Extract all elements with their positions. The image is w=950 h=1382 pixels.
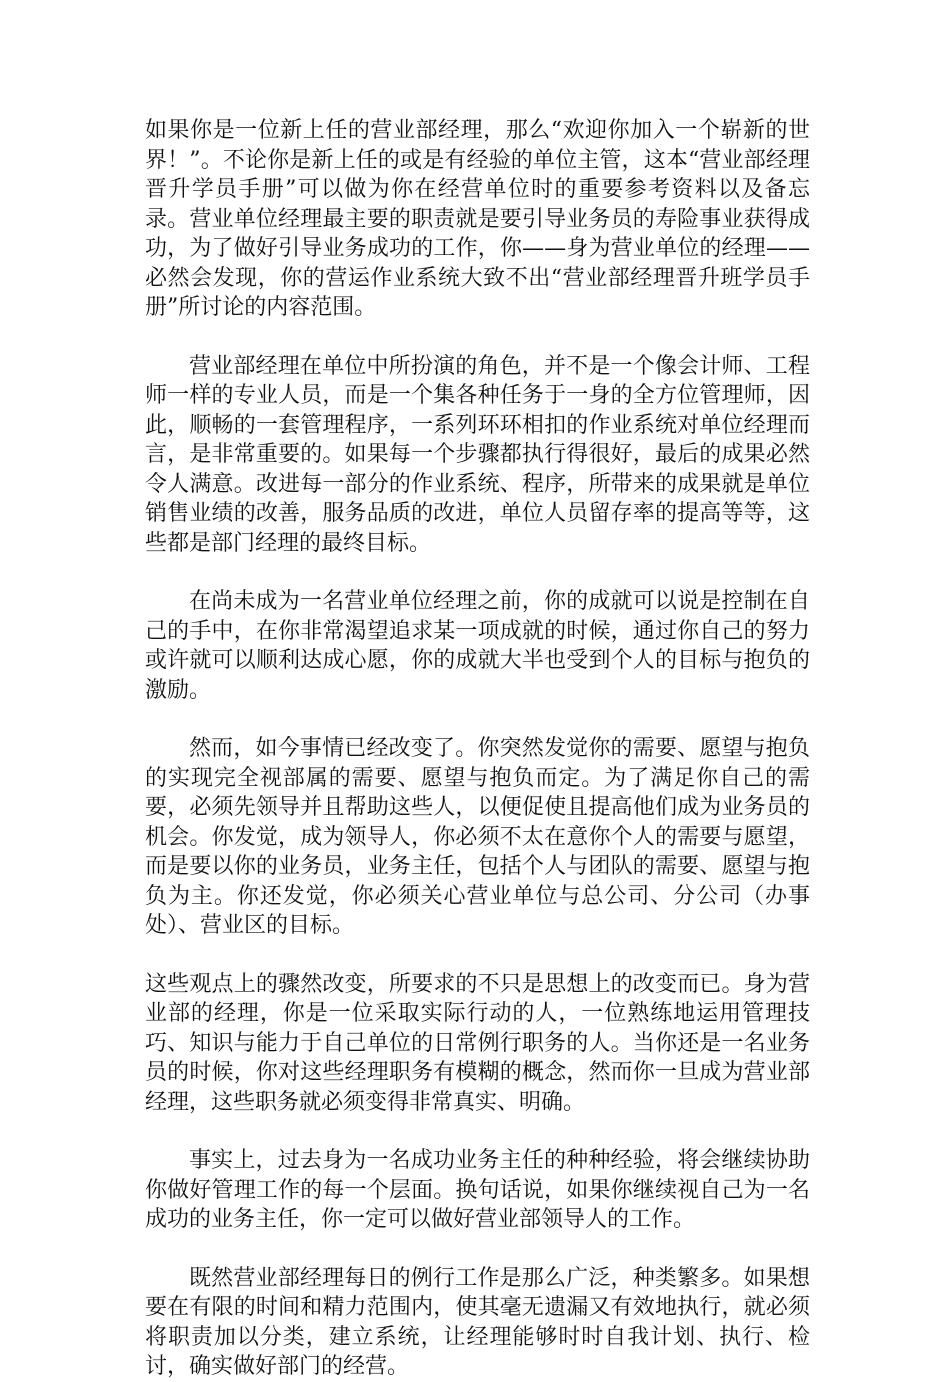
- document-body: [145, 116, 810, 1382]
- paragraph-3: 在尚未成为一名营业单位经理之前，你的成就可以说是控制在自己的手中，在你非常渴望追求某一项成就的时候，通过你自己的努力或许就可以顺利达成心愿，你的成就大半也受到个人的目标与抱负的激励。: [145, 589, 810, 703]
- paragraph-2: 营业部经理在单位中所扮演的角色，并不是一个像会计师、工程师一样的专业人员，而是一个集各种任务于一身的全方位管理师，因此，顺畅的一套管理程序，一系列环环相扣的作业系统对单位经理而言，是非常重要的。如果每一个步骤都执行得很好，最后的成果必然令人满意。改进每一部分的作业系统、程序，所带来的成果就是单位销售业绩的改善，服务品质的改进，单位人员留存率的提高等等，这些都是部门经理的最终目标。: [145, 353, 810, 556]
- paragraph-6: 事实上，过去身为一名成功业务主任的种种经验，将会继续协助你做好管理工作的每一个层面。换句话说，如果你继续视自己为一名成功的业务主任，你一定可以做好营业部领导人的工作。: [145, 1148, 810, 1232]
- paragraph-4: 然而，如今事情已经改变了。你突然发觉你的需要、愿望与抱负的实现完全视部属的需要、愿望与抱负而定。为了满足你自己的需要，必须先领导并且帮助这些人，以便促使且提高他们成为业务员的机会。你发觉，成为领导人，你必须不太在意你个人的需要与愿望，而是要以你的业务员，业务主任，包括个人与团队的需要、愿望与抱负为主。你还发觉，你必须关心营业单位与总公司、分公司（办事处）、营业区的目标。: [145, 736, 810, 938]
- paragraph-1: 如果你是一位新上任的营业部经理，那么“欢迎你加入一个崭新的世界！”。不论你是新上任的或是有经验的单位主管，这本“营业部经理晋升学员手册”可以做为你在经营单位时的重要参考资料以及备忘录。营业单位经理最主要的职责就是要引导业务员的寿险事业获得成功，为了做好引导业务成功的工作，你——身为营业单位的经理——必然会发现，你的营运作业系统大致不出“营业部经理晋升班学员手册”所讨论的内容范围。: [145, 118, 810, 320]
- paragraph-5: 这些观点上的骤然改变，所要求的不只是思想上的改变而已。身为营业部的经理，你是一位采取实际行动的人，一位熟练地运用管理技巧、知识与能力于自己单位的日常例行职务的人。当你还是一名业务员的时候，你对这些经理职务有模糊的概念，然而你一旦成为营业部经理，这些职务就必须变得非常真实、明确。: [145, 971, 810, 1115]
- paragraph-7: 既然营业部经理每日的例行工作是那么广泛，种类繁多。如果想要在有限的时间和精力范围内，使其毫无遗漏又有效地执行，就必须将职责加以分类，建立系统，让经理能够时时自我计划、执行、检讨，确实做好部门的经营。: [145, 1265, 810, 1379]
